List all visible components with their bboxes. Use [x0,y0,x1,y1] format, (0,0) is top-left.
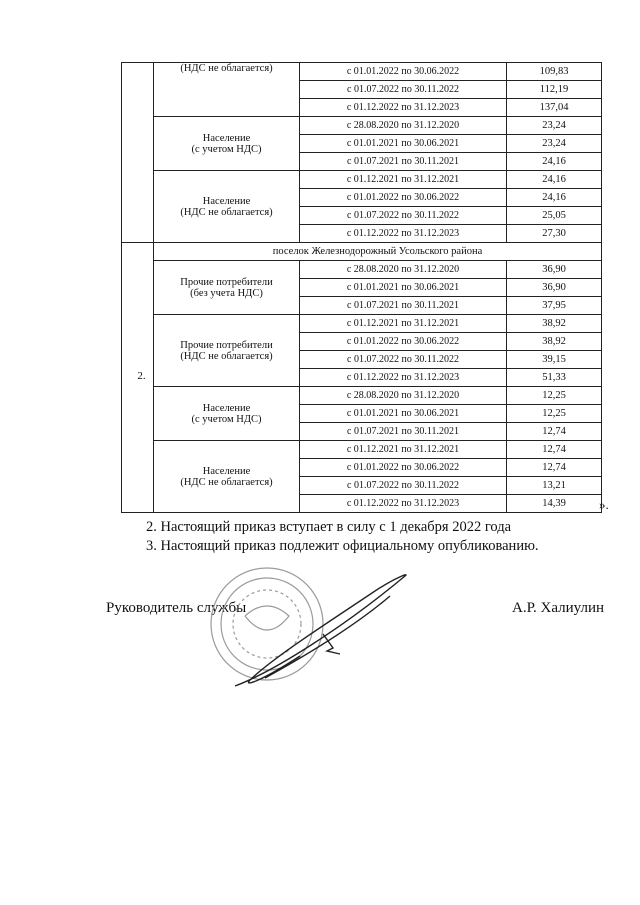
tariff-value-cell: 24,16 [507,189,602,207]
period-cell: с 01.07.2021 по 30.11.2021 [300,423,507,441]
tariff-value-cell: 25,05 [507,207,602,225]
category-cell [154,441,300,513]
period-cell: с 01.12.2022 по 31.12.2023 [300,225,507,243]
period-cell: с 01.07.2021 по 30.11.2021 [300,153,507,171]
tariff-value-cell: 12,74 [507,459,602,477]
period-cell: с 01.01.2021 по 30.06.2021 [300,279,507,297]
period-cell: с 01.01.2022 по 30.06.2022 [300,333,507,351]
category-name: Прочие потребители [180,276,273,288]
period-cell: с 01.07.2021 по 30.11.2021 [300,297,507,315]
tariff-value-cell: 112,19 [507,81,602,99]
category-vat-note: (НДС не облагается) [180,63,273,74]
tariff-value-cell: 39,15 [507,351,602,369]
period-cell: с 01.12.2021 по 31.12.2021 [300,315,507,333]
category-name: Прочие потребители [180,339,273,351]
category-name: Население [202,465,251,477]
tariff-value-cell: 14,39 [507,495,602,513]
tariff-value-cell: 12,74 [507,423,602,441]
category-name: Население [202,132,251,144]
period-cell: с 01.07.2022 по 30.11.2022 [300,207,507,225]
period-cell: с 28.08.2020 по 31.12.2020 [300,117,507,135]
category-vat-note: (с учетом НДС) [191,143,262,155]
tariff-value-cell: 13,21 [507,477,602,495]
category-vat-note: (НДС не облагается) [180,350,273,362]
tariff-value-cell: 51,33 [507,369,602,387]
locality-row [122,243,602,261]
period-cell: с 01.01.2022 по 30.06.2022 [300,189,507,207]
table-row [122,315,602,333]
clause-publication: 3. Настоящий приказ подлежит официальному опубликованию. [146,538,539,554]
period-cell: с 28.08.2020 по 31.12.2020 [300,387,507,405]
category-name: Население [202,195,251,207]
tariff-value-cell: 38,92 [507,315,602,333]
tariff-value-cell: 12,25 [507,405,602,423]
tariff-value-cell: 27,30 [507,225,602,243]
category-cell [154,261,300,315]
section-number-cell [122,63,154,243]
seal-outer-ring [211,568,323,680]
tariff-value-cell: 109,83 [507,63,602,81]
category-vat-note: (НДС не облагается) [180,206,273,218]
period-cell: с 01.01.2021 по 30.06.2021 [300,405,507,423]
tariff-value-cell: 23,24 [507,117,602,135]
category-cell [154,387,300,441]
tariff-value-cell: 36,90 [507,279,602,297]
tariff-value-cell: 24,16 [507,153,602,171]
period-cell: с 28.08.2020 по 31.12.2020 [300,261,507,279]
signature-stroke-tick [323,634,340,654]
tariff-value-cell: 37,95 [507,297,602,315]
table-row [122,387,602,405]
category-cell [154,315,300,387]
section-number-cell: 2. [122,243,154,513]
period-cell: с 01.07.2022 по 30.11.2022 [300,351,507,369]
period-cell: с 01.12.2021 по 31.12.2021 [300,441,507,459]
category-name: Население [202,402,251,414]
category-vat-note: (с учетом НДС) [191,413,262,425]
seal-graphic [205,556,425,696]
table-row [122,63,602,81]
period-cell: с 01.07.2022 по 30.11.2022 [300,81,507,99]
category-vat-note: (НДС не облагается) [180,476,273,488]
closing-quote: ». [599,497,609,512]
table-row [122,171,602,189]
tariff-value-cell: 12,25 [507,387,602,405]
table-row [122,117,602,135]
tariff-value-cell: 137,04 [507,99,602,117]
seal-emblem [245,606,289,630]
period-cell: с 01.01.2022 по 30.06.2022 [300,459,507,477]
tariff-value-cell: 24,16 [507,171,602,189]
locality-cell: поселок Железнодорожный Усольского района [154,243,602,261]
tariff-value-cell: 36,90 [507,261,602,279]
period-cell: с 01.12.2021 по 31.12.2021 [300,171,507,189]
period-cell: с 01.01.2022 по 30.06.2022 [300,63,507,81]
period-cell: с 01.07.2022 по 30.11.2022 [300,477,507,495]
category-vat-note: (без учета НДС) [190,287,263,299]
signer-title: Руководитель службы [106,600,247,616]
tariff-value-cell: 38,92 [507,333,602,351]
tariff-value-cell: 23,24 [507,135,602,153]
period-cell: с 01.01.2021 по 30.06.2021 [300,135,507,153]
signer-name: А.Р. Халиулин [512,600,605,616]
clause-effective-date: 2. Настоящий приказ вступает в силу с 1 декабря 2022 года [146,519,512,535]
period-cell: с 01.12.2022 по 31.12.2023 [300,495,507,513]
period-cell: с 01.12.2022 по 31.12.2023 [300,369,507,387]
category-cell [154,63,300,117]
period-cell: с 01.12.2022 по 31.12.2023 [300,99,507,117]
tariff-value-cell: 12,74 [507,441,602,459]
category-cell [154,117,300,171]
category-cell [154,171,300,243]
tariff-table [121,62,602,513]
table-row [122,261,602,279]
official-seal-and-signature [205,556,425,696]
table-row [122,441,602,459]
